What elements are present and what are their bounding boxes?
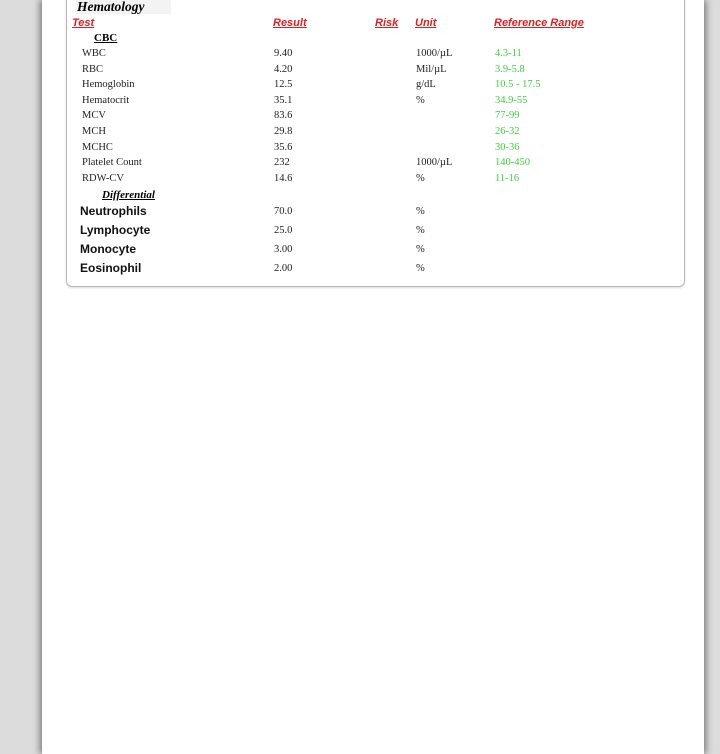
reference-range-value: 30-36 [495, 141, 520, 153]
unit-value: % [416, 263, 425, 274]
test-name: MCV [82, 110, 106, 122]
test-name: WBC [82, 48, 106, 59]
reference-range-value: 10.5 - 17.5 [495, 79, 541, 91]
unit-value: % [416, 206, 425, 217]
result-value: 232 [274, 157, 290, 169]
reference-range-value: 34.9-55 [495, 94, 528, 106]
unit-value: g/dL [416, 79, 436, 91]
reference-range-value: 3.9-5.8 [495, 63, 525, 75]
table-row [42, 62, 702, 77]
result-value: 29.8 [274, 126, 293, 137]
table-row [42, 108, 702, 123]
result-value: 35.1 [274, 94, 293, 106]
result-value: 83.6 [274, 110, 293, 122]
test-name: Neutrophils [80, 204, 147, 218]
reference-range-value: 26-32 [495, 126, 520, 137]
header-risk: Risk [375, 17, 399, 29]
test-name: Platelet Count [82, 157, 142, 169]
table-row [42, 155, 702, 170]
result-value: 14.6 [274, 172, 293, 184]
table-row [42, 223, 702, 238]
test-name: RBC [82, 63, 104, 75]
unit-value: Mil/µL [416, 63, 447, 75]
reference-range-value: 4.3-11 [495, 48, 522, 59]
unit-value: 1000/µL [416, 157, 453, 169]
test-name: RDW-CV [82, 172, 124, 184]
result-value: 3.00 [274, 244, 293, 255]
result-value: 12.5 [274, 79, 293, 91]
table-row [42, 204, 702, 219]
unit-value: % [416, 172, 425, 184]
unit-value: % [416, 244, 425, 255]
table-row [42, 140, 702, 155]
result-value: 25.0 [274, 225, 293, 236]
result-value: 70.0 [274, 206, 293, 217]
result-value: 9.40 [274, 48, 293, 59]
unit-value: % [416, 94, 425, 106]
header-test: Test [72, 17, 95, 29]
test-name: Hematocrit [82, 94, 130, 106]
reference-range-value: 77-99 [495, 110, 520, 122]
group-label-cbc: CBC [94, 32, 118, 44]
table-row [42, 242, 702, 257]
table-row [42, 46, 702, 61]
test-name: Lymphocyte [80, 223, 151, 237]
reference-range-value: 11-16 [495, 172, 520, 184]
header-reference-range: Reference Range [494, 17, 584, 29]
table-row [42, 124, 702, 139]
test-name: Hemoglobin [82, 79, 135, 91]
header-unit: Unit [415, 17, 437, 29]
table-row [42, 171, 702, 186]
table-row [42, 77, 702, 92]
header-result: Result [273, 17, 307, 29]
test-name: MCHC [82, 141, 113, 153]
reference-range-value: 140-450 [495, 157, 530, 169]
result-value: 35.6 [274, 141, 293, 153]
report-page [42, 0, 704, 754]
result-value: 2.00 [274, 263, 293, 274]
group-label-differential: Differential [102, 189, 155, 201]
table-row [42, 93, 702, 108]
unit-value: % [416, 225, 425, 236]
section-title: Hematology [76, 0, 171, 14]
table-row [42, 261, 702, 276]
test-name: Eosinophil [80, 261, 142, 275]
test-name: Monocyte [80, 242, 137, 256]
result-value: 4.20 [274, 63, 293, 75]
test-name: MCH [82, 126, 106, 137]
unit-value: 1000/µL [416, 48, 453, 59]
